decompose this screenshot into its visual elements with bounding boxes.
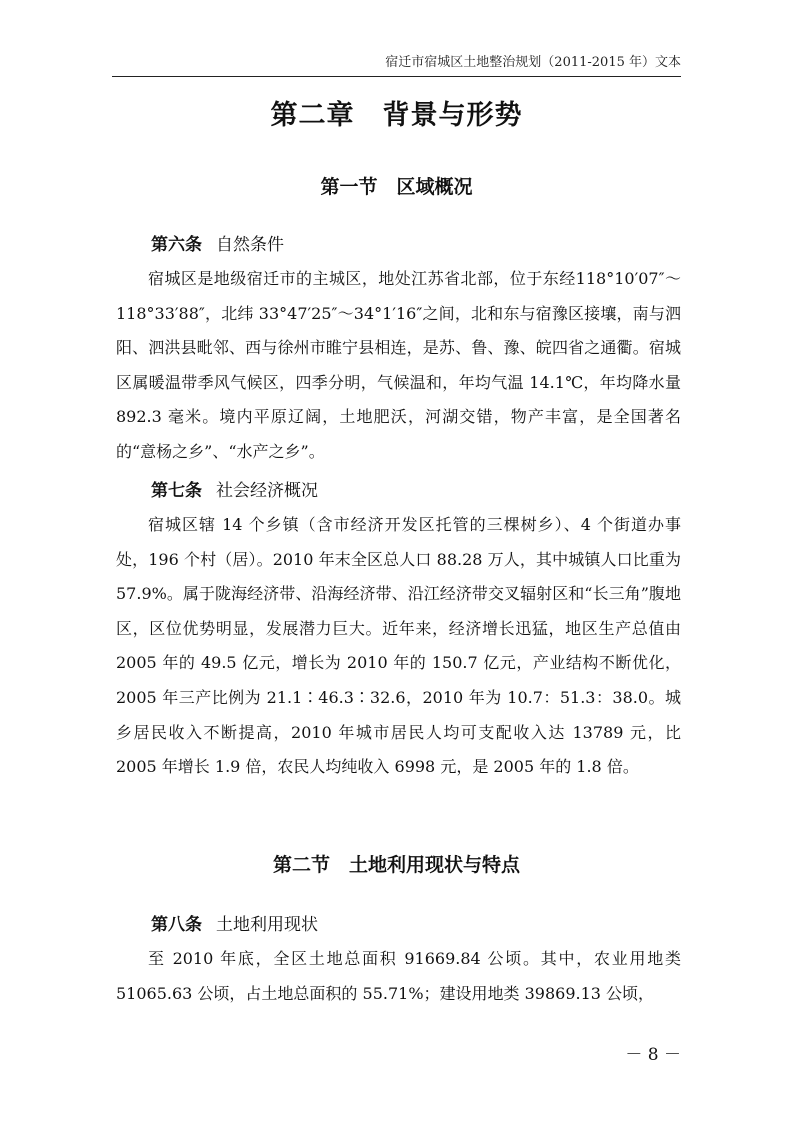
article-number: 第八条 [151, 915, 202, 935]
article-body-8: 至 2010 年底，全区土地总面积 91669.84 公顷。其中，农业用地类 51065.63 公顷，占土地总面积的 55.71%；建设用地类 39869.13 公顷， [116, 949, 681, 1003]
article-title: 自然条件 [216, 235, 284, 255]
article-number: 第七条 [151, 481, 202, 501]
article-heading-8 [151, 910, 318, 940]
article-heading-6 [151, 230, 284, 260]
header-text: 宿迁市宿城区土地整治规划（2011-2015 年）文本 [385, 55, 681, 70]
article-title: 土地利用现状 [216, 915, 318, 935]
article-number: 第六条 [151, 235, 202, 255]
running-header [112, 54, 681, 77]
article-body-6: 宿城区是地级宿迁市的主城区，地处江苏省北部，位于东经118°10′07″～118°33′88″，北纬 33°47′25″～34°1′16″之间，北和东与宿豫区接壤，南与泗阳、泗洪县毗邻、西与徐州市睢宁县相连，是苏、鲁、豫、皖四省之通衢。宿城区属暖温带季风气候区，四季分明，气候温和，年均气温 14.1℃，年均降水量 892.3 毫米。境内平原辽阔，土地肥沃，河湖交错，物产丰富，是全国著名的“意杨之乡”、“水产之乡”。 [116, 269, 681, 461]
section-title-1: 第一节 区域概况 [320, 176, 473, 198]
page-number: － 8 － [625, 1045, 681, 1065]
article-title: 社会经济概况 [216, 481, 318, 501]
chapter-title: 第二章 背景与形势 [270, 100, 523, 131]
section-title-2: 第二节 土地利用现状与特点 [272, 854, 520, 876]
article-body-7: 宿城区辖 14 个乡镇（含市经济开发区托管的三棵树乡）、4 个街道办事处，196 个村（居）。2010 年末全区总人口 88.28 万人，其中城镇人口比重为 57.9%。属于陇海经济带、沿海经济带、沿江经济带交叉辐射区和“长三角”腹地区，区位优势明显，发展潜力巨大。近年来，经济增长迅猛，地区生产总值由 2005 年的 49.5 亿元，增长为 2010 年的 150.7 亿元，产业结构不断优化，2005 年三产比例为 21.1∶46.3∶32.6，2010 年为 10.7：51.3：38.0。城乡居民收入不断提高，2010 年城市居民人均可支配收入达 13789 元，比 2005 年增长 1.9 倍，农民人均纯收入 6998 元，是 2005 年的 1.8 倍。 [116, 515, 681, 777]
article-heading-7 [151, 476, 318, 506]
